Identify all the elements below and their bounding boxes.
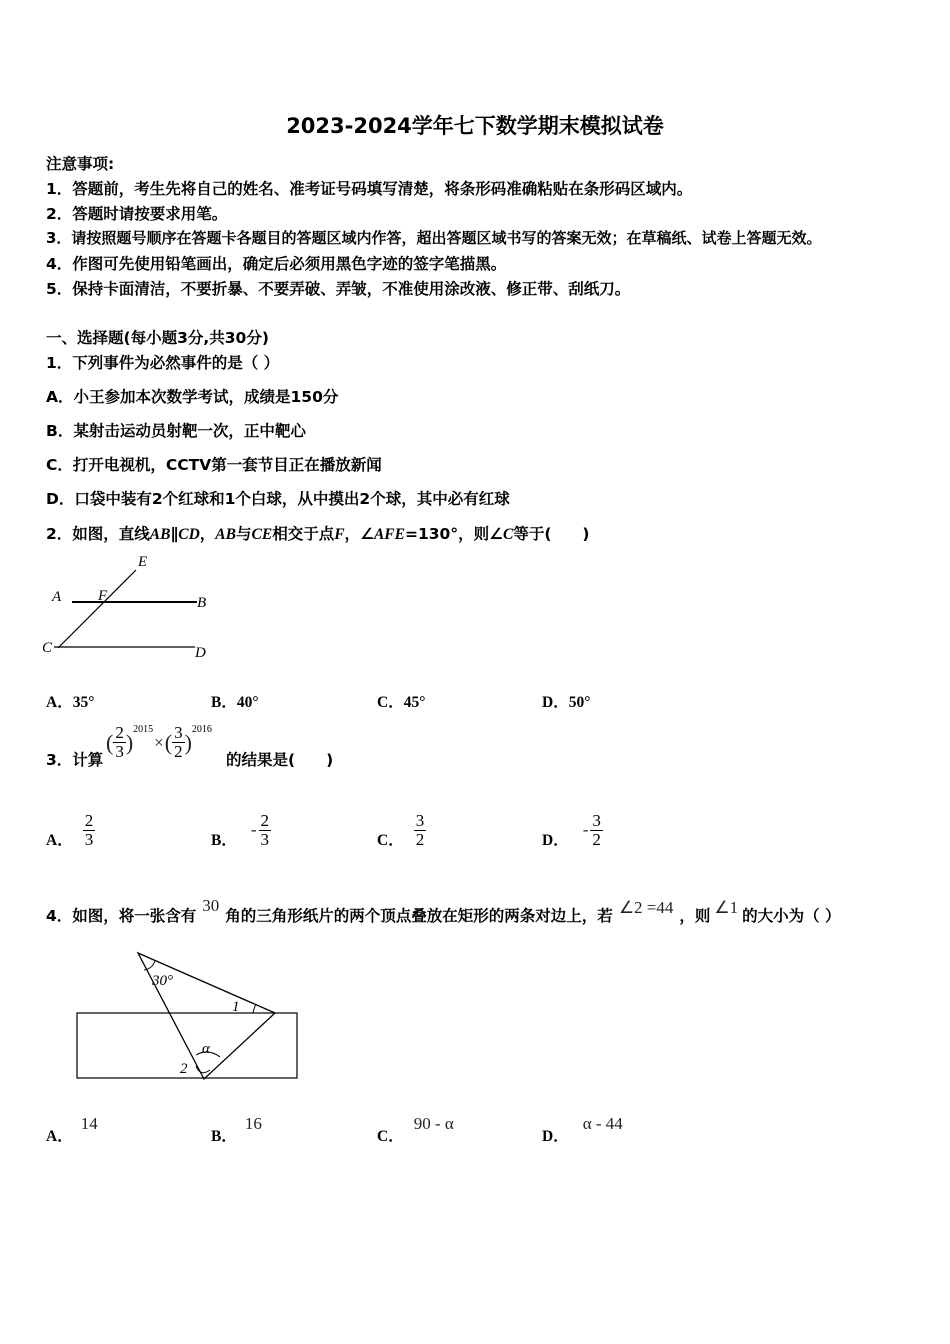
q3-option-b: B． - $\frac{2}{3}$ [211,810,270,849]
q4-option-c: C．90 - α [377,1114,454,1145]
label-30-degree: 30° [152,973,173,989]
page-title: 2023-2024学年七下数学期末模拟试卷 [286,114,664,138]
label-angle-2: 2 [180,1061,188,1077]
q4-option-b: B．16 [211,1114,262,1145]
q2-stem: 2．如图，直线AB∥CD，AB与CE相交于点F，∠AFE=130°，则∠C等于( ) [46,525,590,543]
q2-option-a: A．35° [46,694,95,711]
q1-stem: 1．下列事件为必然事件的是（ ） [46,354,280,372]
notice-item-5: 5．保持卡面清洁，不要折暴、不要弄破、弄皱，不准使用涂改液、修正带、刮纸刀。 [46,280,631,298]
q2-option-d: D．50° [542,694,591,711]
label-a: A [52,589,62,605]
label-angle-1: 1 [232,999,240,1015]
q2-option-b: B．40° [211,694,259,711]
q4-option-a: A．14 [46,1114,98,1145]
q1-option-b: B．某射击运动员射靶一次，正中靶心 [46,422,306,440]
notice-item-1: 1．答题前，考生先将自己的姓名、准考证号码填写清楚，将条形码准确粘贴在条形码区域内。 [46,180,693,198]
label-f: F [98,588,108,604]
q1-option-d: D．口袋中装有2个红球和1个白球，从中摸出2个球，其中必有红球 [46,490,510,508]
q3-option-a: A． $\frac{2}{3}$ [46,810,94,849]
notice-item-3: 3．请按照题号顺序在答题卡各题目的答题区域内作答，超出答题区域书写的答案无效；在草稿纸、试卷上答题无效。 [46,229,822,247]
label-b: B [197,595,207,611]
label-alpha: α [202,1041,210,1057]
q2-figure [40,548,220,668]
q3-fraction-1: $\frac{2}{3}$ [115,723,124,761]
label-d: D [195,645,206,661]
label-e: E [138,554,148,570]
q4-figure [70,945,310,1085]
q3-option-c: C． $\frac{3}{2}$ [377,810,425,849]
q3-fraction-2: $\frac{3}{2}$ [174,723,183,761]
label-c: C [42,640,53,656]
q4-option-d: D．α - 44 [542,1114,623,1145]
q1-option-c: C．打开电视机，CCTV第一套节目正在播放新闻 [46,456,382,474]
q4-stem: 4．如图，将一张含有30角的三角形纸片的两个顶点叠放在矩形的两条对边上，若 ∠2 =44 ，则 ∠1 的大小为（ ） [46,896,841,925]
section-heading: 一、选择题(每小题3分,共30分) [46,329,269,347]
notice-item-2: 2．答题时请按要求用笔。 [46,205,228,223]
notice-item-4: 4．作图可先使用铅笔画出，确定后必须用黑色字迹的签字笔描黑。 [46,255,507,273]
q2-option-c: C．45° [377,694,426,711]
q1-option-a: A．小王参加本次数学考试，成绩是150分 [46,388,339,406]
q3-expression: ( $\frac{2}{3}$ ) 2015 × ( $\frac{3}{2}$ ) 2016 [106,723,212,761]
q3-option-d: D． - $\frac{3}{2}$ [542,810,601,849]
q3-suffix: 的结果是( ) [226,751,334,769]
notice-heading: 注意事项: [46,155,115,173]
q3-prefix: 3．计算 [46,751,104,769]
